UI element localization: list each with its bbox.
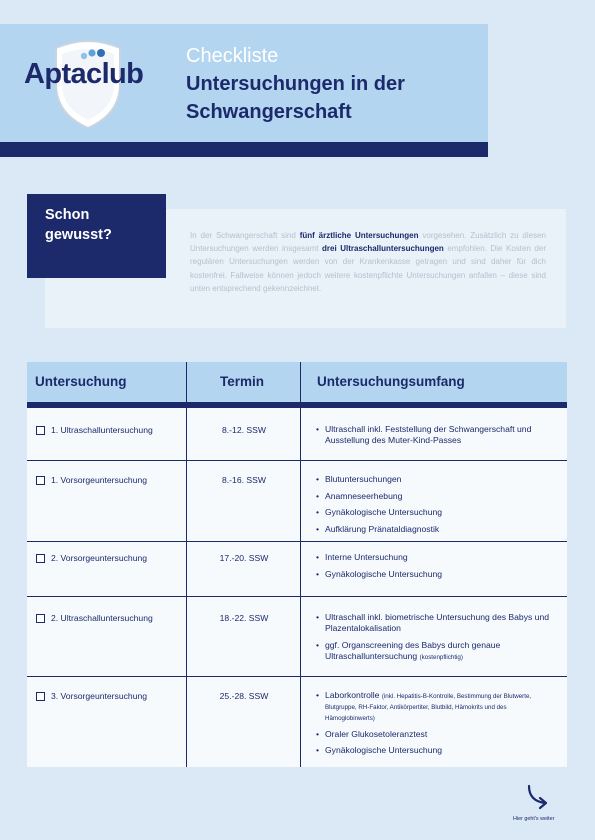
- list-item: [316, 474, 556, 485]
- checkbox[interactable]: [36, 554, 45, 563]
- list-item: [316, 745, 556, 756]
- list-item: [316, 569, 556, 580]
- info-highlight-exams: fünf ärztliche Untersuchungen: [299, 231, 419, 240]
- exam-name: 2. Vorsorgeuntersuchung: [51, 553, 148, 563]
- checkbox[interactable]: [36, 426, 45, 435]
- column-divider: [300, 362, 301, 767]
- exam-scope-list: [316, 612, 556, 667]
- list-item: [316, 524, 556, 535]
- list-item-text: Gynäkologische Untersuchung: [325, 507, 443, 517]
- info-text-part: vorgesehen. Zusätzlich zu diesen Untersuchungen werden insgesamt: [190, 231, 546, 254]
- list-item: [316, 491, 556, 502]
- exam-date: 8.-12. SSW: [222, 425, 266, 435]
- info-paragraph: [190, 229, 546, 295]
- list-item-text: Ultraschall inkl. biometrische Untersuchung des Babys und Plazentalokalisation: [325, 612, 550, 633]
- exam-name: 1. Ultraschalluntersuchung: [51, 425, 153, 435]
- exam-scope-list: [316, 690, 556, 762]
- exam-date: 25.-28. SSW: [219, 691, 269, 701]
- exam-date: 17.-20. SSW: [219, 553, 269, 563]
- list-item-text: Interne Untersuchung: [325, 552, 408, 562]
- curved-arrow-icon[interactable]: [525, 783, 553, 811]
- info-highlight-ultrasound: drei Ultraschalluntersuchungen: [322, 244, 444, 254]
- list-item-text: Ultraschall inkl. Feststellung der Schwangerschaft und Ausstellung des Muter-Kind-Passes: [325, 424, 532, 445]
- exam-scope-list: [316, 552, 556, 585]
- list-item: [316, 612, 556, 634]
- list-item-text: Anamneseerhebung: [325, 490, 403, 501]
- checklist-table: [27, 362, 567, 767]
- list-item: [316, 729, 556, 740]
- table-header-divider: [27, 402, 567, 408]
- checkbox[interactable]: [36, 692, 45, 701]
- row-divider: [27, 541, 567, 542]
- header-divider: [0, 142, 488, 157]
- lab-note: (inkl. Hepatitis-B-Kontrolle, Bestimmung der Blutwerte, Blutgruppe, RH-Faktor, Antikörpertiter, Blutbild, Hämokrits und des Hämoglobinwerts): [325, 693, 532, 722]
- row-divider: [27, 676, 567, 677]
- brand-logo: Aptaclub: [24, 58, 144, 90]
- list-item-text: Gynäkologische Untersuchung: [325, 745, 443, 755]
- exam-date: 8.-16. SSW: [222, 475, 266, 485]
- row-divider: [27, 460, 567, 461]
- list-item-text: Gynäkologische Untersuchung: [325, 568, 443, 579]
- checkbox[interactable]: [36, 476, 45, 485]
- exam-scope-list: [316, 424, 556, 452]
- exam-name: 3. Vorsorgeuntersuchung: [51, 691, 148, 701]
- list-item: [316, 424, 556, 446]
- list-item-text: Oraler Glukosetoleranztest: [325, 728, 428, 739]
- next-page-link[interactable]: Hier geht's weiter: [513, 816, 555, 822]
- list-item: [316, 507, 556, 518]
- column-header-exam: Untersuchung: [35, 374, 127, 389]
- list-item: [316, 690, 556, 723]
- list-item-text: ggf. Organscreening des Babys durch genaue Ultraschalluntersuchung: [325, 639, 501, 661]
- badge-label: Schon gewusst?: [45, 207, 112, 243]
- exam-scope-list: [316, 474, 556, 540]
- info-text-part: empfohlen. Die Kosten der regulären Untersuchungen werden von der Krankenkasse getragen und sind daher für dich kostenfrei. Fallweise können jedoch weitere kostenpflichte Untersuchungen anfallen – diese sind unten entsprechend gekennzeichnet.: [190, 244, 546, 293]
- column-divider: [186, 362, 187, 767]
- exam-name: 1. Vorsorgeuntersuchung: [51, 475, 148, 485]
- exam-name: 2. Ultraschalluntersuchung: [51, 613, 153, 623]
- did-you-know-badge: [27, 194, 166, 278]
- list-item-text: Blutuntersuchungen: [325, 474, 402, 484]
- row-divider: [27, 596, 567, 597]
- list-item: [316, 640, 556, 662]
- list-item-text: Laborkontrolle: [325, 690, 380, 700]
- column-header-scope: Untersuchungsumfang: [317, 374, 465, 389]
- exam-date: 18.-22. SSW: [219, 613, 269, 623]
- cost-note: (kostenpflichtig): [419, 653, 463, 661]
- page-kicker: Checkliste: [186, 45, 279, 67]
- list-item: [316, 552, 556, 563]
- page-title: Untersuchungen in der Schwangerschaft: [186, 73, 405, 123]
- column-header-date: Termin: [220, 374, 265, 389]
- info-text-part: In der Schwangerschaft sind: [190, 231, 300, 240]
- list-item-text: Aufklärung Pränataldiagnostik: [325, 523, 440, 534]
- checkbox[interactable]: [36, 614, 45, 623]
